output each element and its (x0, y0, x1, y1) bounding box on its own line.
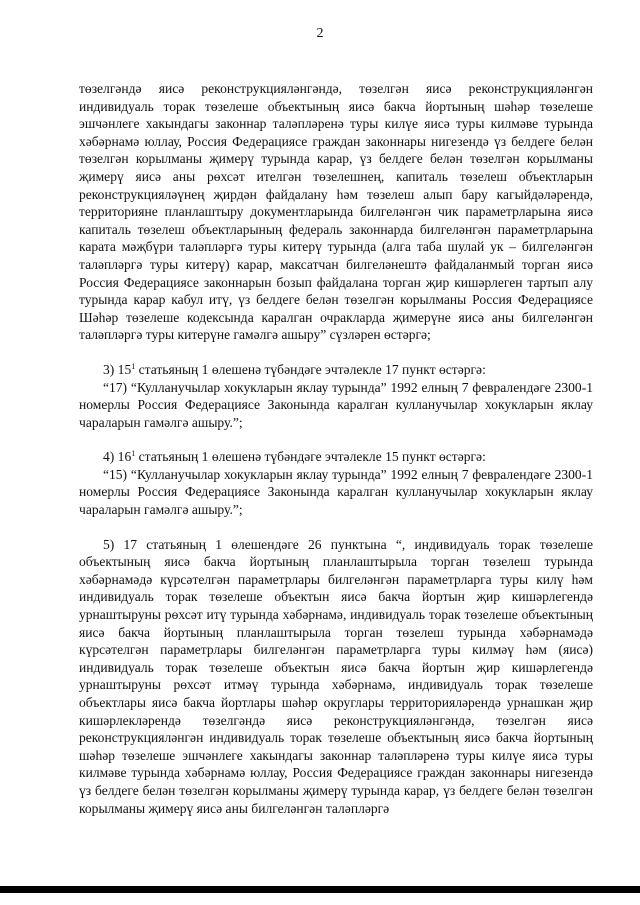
paragraph-item-5: 5) 17 статьяның 1 өлешендәге 26 пунктына “, индивидуаль торак төзелеше объектының яисә бакча йортының планлаштырыла торган төзелеш турында хәбәрнамәдә күрсәтелгән параметрлары билгеләнгән параметрларга туры килү һәм индивидуаль торак төзелеше объектын яисә бакча йортын җир кишәрлегендә урнаштыруны рөхсәт итү турында хәбәрнамә, индивидуаль торак төзелеше объектының яисә бакча йортының планлаштырыла торган төзелеш турында хәбәрнамәдә күрсәтелгән параметрлары билгеләнгән параметрларга туры килмәү һәм (яисә) индивидуаль торак төзелеше объектын яисә бакча йортын җир кишәрлегендә урнаштыруны рөхсәт итмәү турында хәбәрнамә, индивидуаль торак төзелеше объектлары яисә бакча йортлары шәһәр округлары территорияләрендә урнашкан җир кишәрлекләрендә төзелгәндә яисә реконструкцияләнгәндә, төзелгән яисә реконструкцияләнгән индивидуаль торак төзелеше объектының яисә бакча йортының шәһәр төзелеше эшчәнлеге хакындагы законнар таләпләренә туры килүе яисә туры килмәве турында хәбәрнамә юллау, Россия Федерациясе граждан законнары нигезендә үз белдеге белән төзелгән корылманы җимерү турында карар, үз белдеге белән төзелгән корылманы җимерү яисә аны билгеләнгән таләпләргә (79, 536, 593, 816)
paragraph-item-4-text: “15) “Кулланучылар хокукларын яклау турында” 1992 елның 7 февралендәге 2300-1 номерлы Россия Федерациясе Законында каралган кулланучылар хокукларын яклау чараларын гамәлгә ашыру.”; (79, 466, 593, 518)
item-4-prefix: 4) 16 (103, 449, 132, 465)
paragraph-item-4 (79, 448, 593, 466)
item-4-suffix: статьяның 1 өлешенә түбәндәге эчтәлекле 15 пункт өстәргә: (135, 449, 486, 465)
bottom-scan-border (0, 886, 640, 893)
item-3-suffix: статьяның 1 өлешенә түбәндәге эчтәлекле 17 пункт өстәргә: (135, 361, 486, 377)
paragraph-item-3-text: “17) “Кулланучылар хокукларын яклау турында” 1992 елның 7 февралендәге 2300-1 номерлы Россия Федерациясе Законында каралган кулланучылар хокукларын яклау чараларын гамәлгә ашыру.”; (79, 379, 593, 430)
item-3-superscript: 1 (131, 361, 136, 371)
document-body (79, 80, 593, 817)
page-number: 2 (316, 26, 324, 41)
paragraph-continuation: төзелгәндә яисә реконструкцияләнгәндә, төзелгән яисә реконструкцияләнгән индивидуаль торак төзелеше объектының яисә бакча йортының шәһәр төзелеше эшчәнлеге хакындагы законнар таләпләренә туры килүе яисә туры килмәве турында хәбәрнамә юллау, Россия Федерациясе граждан законнары нигезендә үз белдеге белән төзелгән корылманы җимерү турында карар, үз белдеге белән төзелгән корылманы җимерү яисә аны рөхсәт ителгән төзелешнең, капиталь төзелеш объектларын реконструкцияләүнең җирдән файдалану һәм төзелеш алып бару кагыйдәләрендә, территорияне планлаштыру документларында билгеләнгән чик параметрларына яисә капиталь төзелеш объектларының федераль законнарда билгеләнгән параметрларына карата мәҗбүри таләпләргә туры китерү турында (алга таба шулай ук – билгеләнгән таләпләргә туры китерү) карар, максатчан билгеләнештә файдаланмый торган яисә Россия Федерациясе законнарын бозып файдалана торган җир кишәрлеген тартып алу турында карар кабул итү, үз белдеге белән төзелгән корылманы Россия Федерациясе Шәһәр төзелеше кодексында каралган очракларда җимерүне яисә аны билгеләнгән таләпләргә туры китерүне гамәлгә ашыру” сүзләрен өстәргә; (79, 81, 593, 343)
item-3-prefix: 3) 15 (103, 361, 132, 377)
item-4-superscript: 1 (131, 449, 136, 459)
paragraph-item-3 (79, 361, 593, 379)
